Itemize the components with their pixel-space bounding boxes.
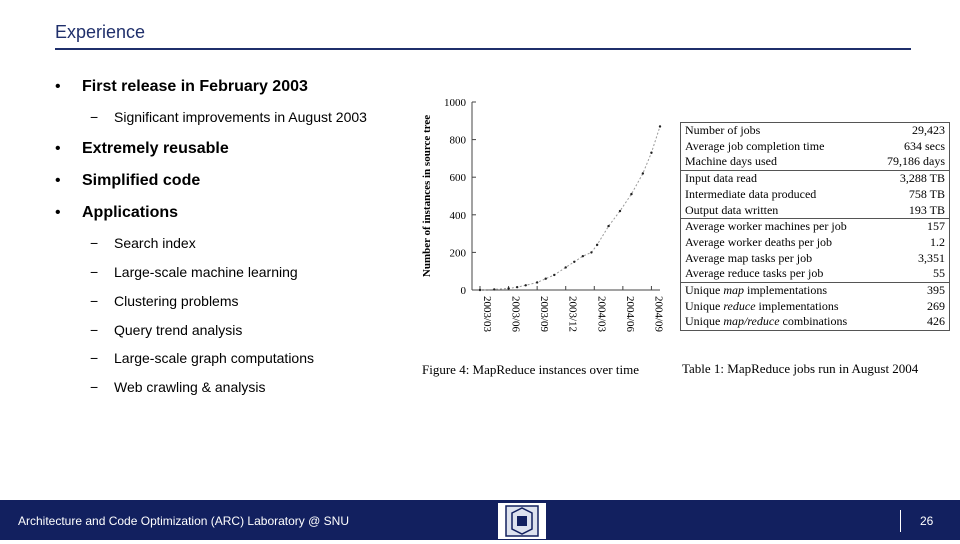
bullet-text: Simplified code (82, 172, 201, 189)
data-point (545, 278, 547, 280)
metric-label: Average job completion time (685, 138, 825, 153)
table-row (681, 154, 950, 170)
lab-name: Architecture and Code Optimization (ARC) Laboratory @ SNU (18, 514, 349, 528)
y-tick-label: 200 (449, 247, 466, 260)
table-row (681, 266, 950, 282)
dash-glyph: − (90, 379, 99, 395)
title-divider (55, 48, 911, 50)
x-tick-label: 2003/06 (509, 296, 522, 333)
data-point (507, 287, 509, 289)
metric-value: 634 secs (904, 138, 945, 153)
app-text: Clustering problems (114, 293, 239, 309)
metric-label: Output data written (685, 202, 779, 217)
metric-value: 3,351 (918, 250, 945, 265)
dash-glyph: − (90, 109, 99, 125)
y-tick-label: 800 (449, 134, 466, 147)
jobs-table (680, 122, 950, 331)
app-text: Web crawling & analysis (114, 379, 266, 395)
x-tick-label: 2003/12 (566, 296, 579, 333)
dash-glyph: − (90, 350, 99, 366)
data-point (493, 288, 495, 290)
data-point (582, 255, 584, 257)
table-row (681, 187, 950, 203)
bullet-glyph: • (55, 78, 61, 95)
table-row (681, 235, 950, 251)
data-point (619, 210, 621, 212)
app-text: Search index (114, 235, 196, 251)
instances-chart (410, 94, 670, 384)
table-row (681, 283, 950, 299)
bullet-text: Extremely reusable (82, 140, 229, 157)
metric-label: Machine days used (685, 154, 777, 169)
table-row (681, 219, 950, 235)
bullet-glyph: • (55, 140, 61, 157)
footer-bar (0, 500, 960, 540)
metric-label: Average worker machines per job (681, 219, 875, 235)
y-tick-label: 1000 (444, 97, 466, 109)
chart-svg (410, 94, 670, 384)
metric-label: Intermediate data produced (685, 186, 817, 201)
x-tick-label: 2003/03 (481, 296, 493, 333)
metric-value: 193 TB (908, 202, 945, 217)
table-row (681, 314, 950, 330)
x-tick-label: 2004/06 (623, 296, 636, 333)
data-point (536, 281, 538, 283)
data-point (630, 193, 632, 195)
x-tick-label: 2003/09 (538, 296, 551, 333)
x-tick-label: 2004/03 (595, 296, 608, 333)
metric-label: Input data read (681, 171, 875, 187)
metric-value: 55 (933, 266, 945, 281)
data-point (607, 225, 609, 227)
metric-label: Average worker deaths per job (685, 234, 833, 249)
metric-label: Average reduce tasks per job (685, 266, 824, 281)
app-text: Large-scale graph computations (114, 350, 315, 366)
data-point (642, 172, 644, 174)
bullet-text: First release in February 2003 (82, 78, 308, 95)
metric-value: 3,288 TB (874, 171, 949, 187)
table-row (681, 123, 950, 139)
figure-caption: Figure 4: MapReduce instances over time (422, 362, 639, 377)
app-text: Query trend analysis (114, 322, 243, 338)
metric-value: 395 (874, 283, 949, 299)
y-axis-label: Number of instances in source tree (421, 114, 433, 278)
table-row (681, 251, 950, 267)
dash-glyph: − (90, 322, 99, 338)
dash-glyph: − (90, 264, 99, 280)
data-point (565, 266, 567, 268)
page-number: 26 (920, 514, 934, 528)
data-point (516, 286, 518, 288)
data-point (590, 251, 592, 253)
dash-glyph: − (90, 235, 99, 251)
data-point (525, 284, 527, 286)
y-tick-label: 0 (460, 285, 466, 297)
metric-value: 1.2 (930, 234, 945, 249)
sub-bullet-text: Significant improvements in August 2003 (114, 109, 367, 125)
bullet-text: Applications (82, 204, 179, 221)
bullet-glyph: • (55, 204, 61, 221)
y-tick-label: 400 (449, 209, 466, 222)
data-point (596, 244, 598, 246)
data-point (479, 289, 481, 291)
data-point (659, 125, 661, 127)
bullet-glyph: • (55, 172, 61, 189)
data-point (553, 274, 555, 276)
table-row (681, 299, 950, 315)
table-row (681, 203, 950, 219)
app-text: Large-scale machine learning (114, 264, 298, 280)
slide-title: Experience (55, 22, 146, 42)
series-line (480, 126, 660, 290)
metric-value: 157 (874, 219, 949, 235)
dash-glyph: − (90, 293, 99, 309)
y-tick-label: 600 (449, 172, 466, 185)
metric-label: Unique reduce implementations (685, 298, 839, 313)
x-tick-label: 2004/09 (652, 296, 665, 333)
metric-label: Number of jobs (685, 123, 761, 137)
metric-label: Unique map implementations (681, 283, 875, 299)
data-point (650, 152, 652, 154)
metric-value: 79,186 days (887, 154, 945, 169)
metric-value: 29,423 (912, 123, 945, 137)
table-caption: Table 1: MapReduce jobs run in August 2004 (682, 361, 919, 376)
metric-value: 426 (927, 314, 945, 329)
metric-label: Average map tasks per job (685, 250, 813, 265)
metric-value: 269 (927, 298, 945, 313)
table-row (681, 171, 950, 187)
table-row (681, 139, 950, 155)
footer-divider (900, 510, 901, 532)
university-logo (498, 503, 546, 539)
data-point (573, 261, 575, 263)
metric-label: Unique map/reduce combinations (685, 314, 848, 329)
metric-value: 758 TB (908, 186, 945, 201)
